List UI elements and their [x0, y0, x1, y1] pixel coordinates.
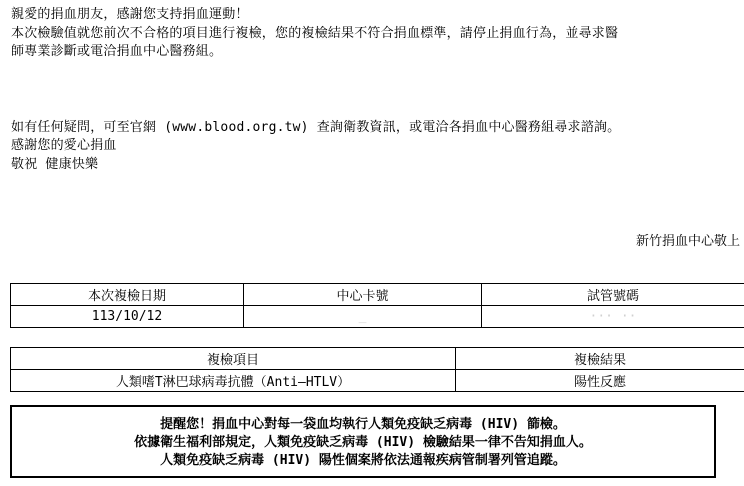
notice-line-2: 依據衛生福利部規定，人類免疫缺乏病毒 (HIV) 檢驗結果一律不告知捐血人。	[134, 435, 592, 450]
header-tube-number: 試管號碼	[482, 284, 744, 306]
header-recheck-item: 複檢項目	[11, 348, 456, 370]
greeting-line: 親愛的捐血朋友，感謝您支持捐血運動！	[11, 7, 249, 22]
recheck-item-value: 人類嗜T淋巴球病毒抗體（Anti–HTLV）	[11, 370, 456, 392]
signature: 新竹捐血中心敬上	[635, 234, 740, 249]
recheck-result-table	[10, 347, 744, 392]
notice-line-1: 提醒您！捐血中心對每一袋血均執行人類免疫缺乏病毒 (HIV) 篩檢。	[160, 417, 566, 432]
header-recheck-date: 本次複檢日期	[11, 284, 244, 306]
thanks-line: 感謝您的愛心捐血	[11, 138, 117, 153]
hiv-notice-box	[10, 405, 716, 478]
tube-number-value: ··· ··	[482, 306, 744, 328]
table-header-row	[11, 284, 744, 306]
table-row	[11, 370, 744, 392]
notice-line-3: 人類免疫缺乏病毒 (HIV) 陽性個案將依法通報疾病管制署列管追蹤。	[160, 453, 566, 468]
body-line-1: 本次檢驗值就您前次不合格的項目進行複檢，您的複檢結果不符合捐血標準，請停止捐血行為，並尋求醫	[11, 26, 619, 41]
contact-line: 如有任何疑問，可至官網 (www.blood.org.tw) 查詢衛教資訊，或電洽各捐血中心醫務組尋求諮詢。	[11, 120, 621, 135]
table-header-row	[11, 348, 744, 370]
recheck-result-value: 陽性反應	[456, 370, 744, 392]
table-row	[11, 306, 744, 328]
closing-line: 敬祝 健康快樂	[11, 157, 99, 172]
header-card-number: 中心卡號	[244, 284, 482, 306]
body-line-2: 師專業診斷或電洽捐血中心醫務組。	[11, 44, 223, 59]
header-recheck-result: 複檢結果	[456, 348, 744, 370]
recheck-info-table	[10, 283, 744, 328]
card-number-value: _	[244, 306, 482, 328]
recheck-date-value: 113/10/12	[11, 306, 244, 328]
